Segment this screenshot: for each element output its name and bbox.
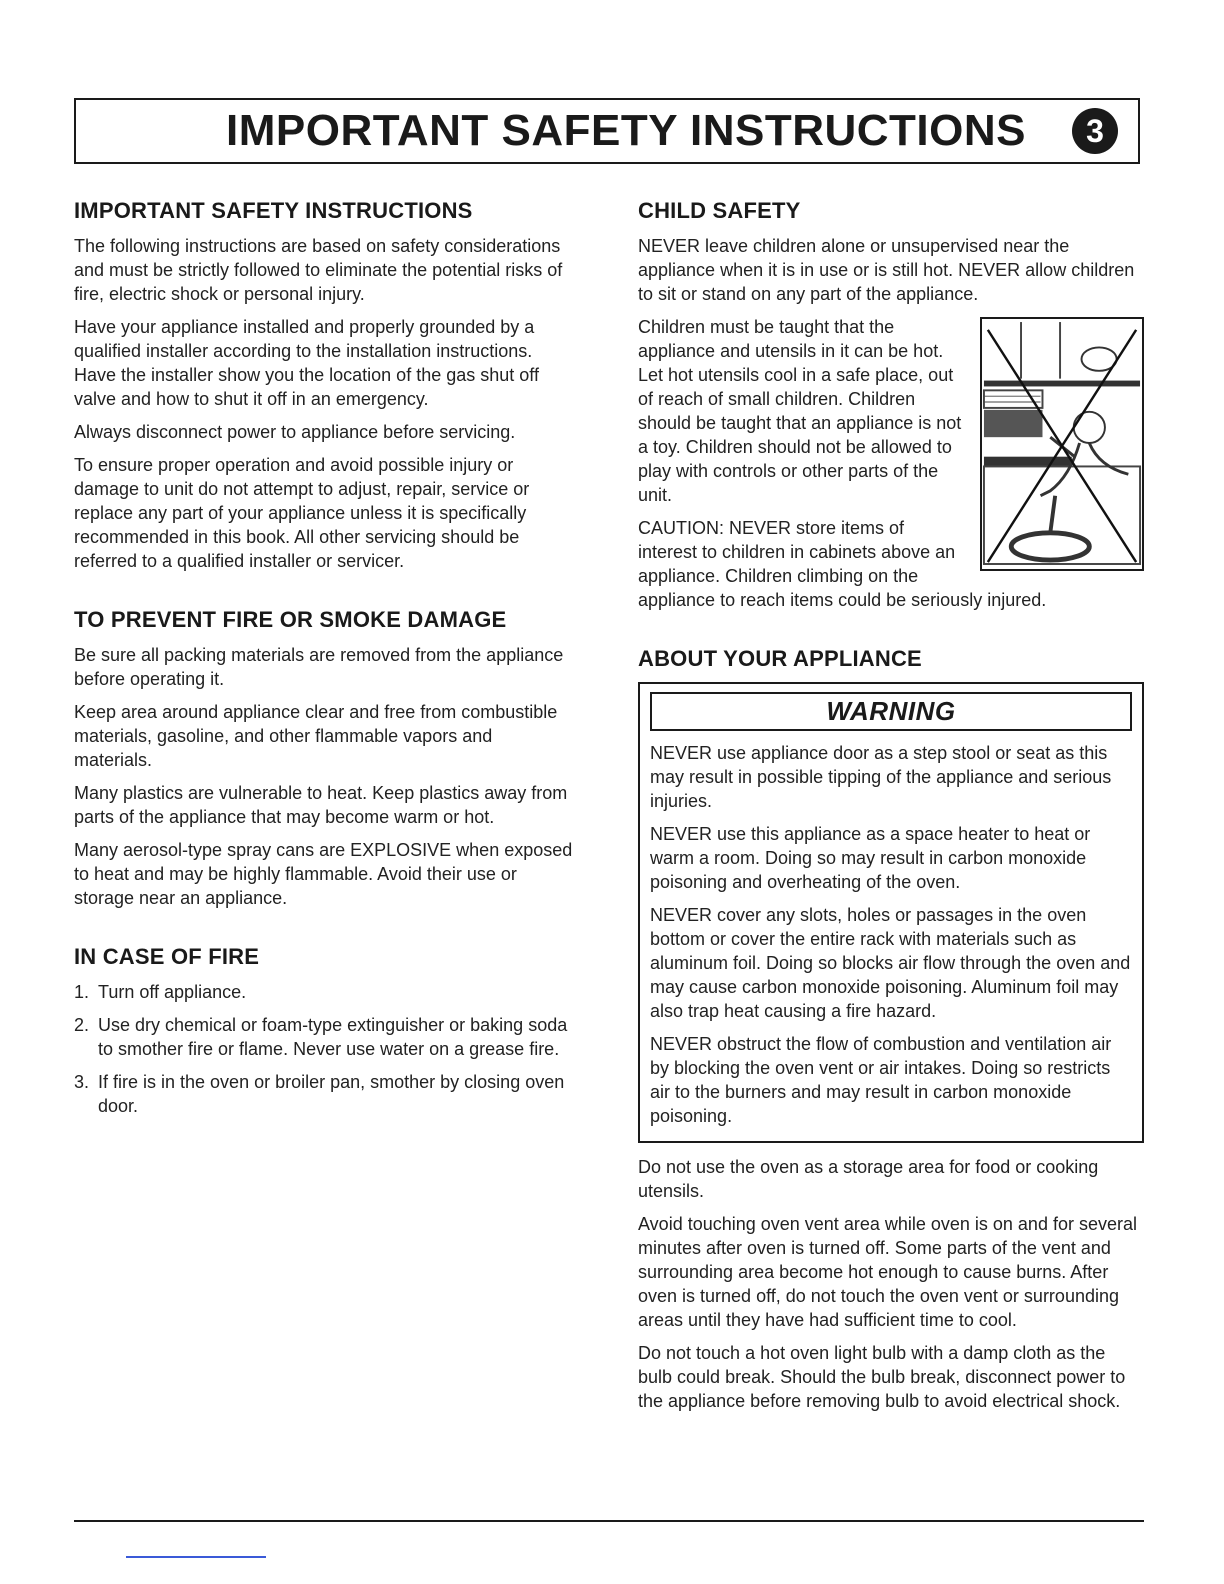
child-climbing-drawing bbox=[982, 319, 1142, 569]
paragraph: Always disconnect power to appliance before servicing. bbox=[74, 422, 516, 442]
step-text: If fire is in the oven or broiler pan, smother by closing oven door. bbox=[98, 1072, 565, 1116]
fire-steps-list bbox=[74, 980, 574, 1118]
section-about-appliance bbox=[638, 646, 1144, 1413]
paragraph: Keep area around appliance clear and free from combustible materials, gasoline, and other flammable vapors and materials. bbox=[74, 702, 558, 770]
list-item bbox=[74, 1070, 574, 1118]
paragraph: Avoid touching oven vent area while oven is on and for several minutes after oven is turned off. Some parts of the vent and surrounding area become hot enough to cause burns. After oven is turned off, do not touch the oven vent or surrounding areas until they have had sufficient time to cool. bbox=[638, 1214, 1137, 1330]
step-number: 1. bbox=[74, 982, 90, 1002]
page-header bbox=[74, 98, 1140, 164]
paragraph: The following instructions are based on safety considerations and must be strictly followed to eliminate the potential risks of fire, electric shock or personal injury. bbox=[74, 236, 563, 304]
section-heading: TO PREVENT FIRE OR SMOKE DAMAGE bbox=[74, 607, 507, 632]
section-important-safety bbox=[74, 198, 574, 573]
paragraph: Do not touch a hot oven light bulb with a damp cloth as the bulb could break. Should the bulb break, disconnect power to the appliance before removing bulb to avoid electrical shock. bbox=[638, 1343, 1126, 1411]
page-title: IMPORTANT SAFETY INSTRUCTIONS bbox=[226, 106, 1026, 155]
warning-paragraph: NEVER cover any slots, holes or passages in the oven bottom or cover the entire rack with materials such as aluminum foil. Doing so blocks air flow through the oven and may cause carbon monoxide poisoning. Aluminum foil may also trap heat causing a fire hazard. bbox=[650, 905, 1131, 1021]
paragraph: CAUTION: NEVER store items of interest to children in cabinets above an appliance. Children climbing on the appliance to reach items could be seriously injured. bbox=[638, 518, 1047, 610]
section-heading: ABOUT YOUR APPLIANCE bbox=[638, 646, 922, 671]
step-text: Turn off appliance. bbox=[98, 982, 247, 1002]
paragraph: NEVER leave children alone or unsupervised near the appliance when it is in use or is still hot. NEVER allow children to sit or stand on any part of the appliance. bbox=[638, 236, 1135, 304]
section-heading: IN CASE OF FIRE bbox=[74, 944, 260, 969]
warning-title: WARNING bbox=[650, 692, 1132, 731]
footer-mark bbox=[126, 1556, 266, 1558]
paragraph: Children must be taught that the appliance and utensils in it can be hot. Let hot utensils cool in a safe place, out of reach of small children. Children should be taught that an appliance is not a toy. Children should not be allowed to play with controls or other parts of the unit. bbox=[638, 317, 962, 505]
step-number: 3. bbox=[74, 1072, 90, 1092]
section-prevent-fire bbox=[74, 607, 574, 910]
section-child-safety bbox=[638, 198, 1144, 612]
page-number-badge: 3 bbox=[1072, 108, 1118, 154]
warning-paragraph: NEVER use appliance door as a step stool or seat as this may result in possible tipping of the appliance and serious injuries. bbox=[650, 743, 1112, 811]
footer-rule bbox=[74, 1520, 1144, 1522]
paragraph: To ensure proper operation and avoid possible injury or damage to unit do not attempt to adjust, repair, service or replace any part of your appliance unless it is specifically recommended in this book. All other servicing should be referred to a qualified installer or servicer. bbox=[74, 455, 530, 571]
warning-box bbox=[638, 682, 1144, 1143]
warning-paragraph: NEVER use this appliance as a space heater to heat or warm a room. Doing so may result in carbon monoxide poisoning and overheating of the oven. bbox=[650, 824, 1091, 892]
child-climbing-illustration bbox=[980, 317, 1144, 571]
warning-paragraph: NEVER obstruct the flow of combustion and ventilation air by blocking the oven vent or air intakes. Doing so restricts air to the burners and may result in carbon monoxide poisoning. bbox=[650, 1034, 1112, 1126]
paragraph: Have your appliance installed and properly grounded by a qualified installer according to the installation instructions. Have the installer show you the location of the gas shut off valve and how to shut it off in an emergency. bbox=[74, 317, 539, 409]
section-heading: IMPORTANT SAFETY INSTRUCTIONS bbox=[74, 198, 473, 223]
list-item bbox=[74, 1013, 574, 1061]
paragraph: Do not use the oven as a storage area for food or cooking utensils. bbox=[638, 1157, 1099, 1201]
right-column bbox=[638, 198, 1144, 1435]
paragraph: Many aerosol-type spray cans are EXPLOSIVE when exposed to heat and may be highly flammable. Avoid their use or storage near an appliance. bbox=[74, 840, 573, 908]
section-heading: CHILD SAFETY bbox=[638, 198, 801, 223]
paragraph: Many plastics are vulnerable to heat. Keep plastics away from parts of the appliance that may become warm or hot. bbox=[74, 783, 568, 827]
step-text: Use dry chemical or foam-type extinguisher or baking soda to smother fire or flame. Never use water on a grease fire. bbox=[98, 1015, 568, 1059]
list-item bbox=[74, 980, 574, 1004]
step-number: 2. bbox=[74, 1015, 90, 1035]
left-column bbox=[74, 198, 574, 1140]
paragraph: Be sure all packing materials are removed from the appliance before operating it. bbox=[74, 645, 564, 689]
section-in-case-of-fire bbox=[74, 944, 574, 1118]
